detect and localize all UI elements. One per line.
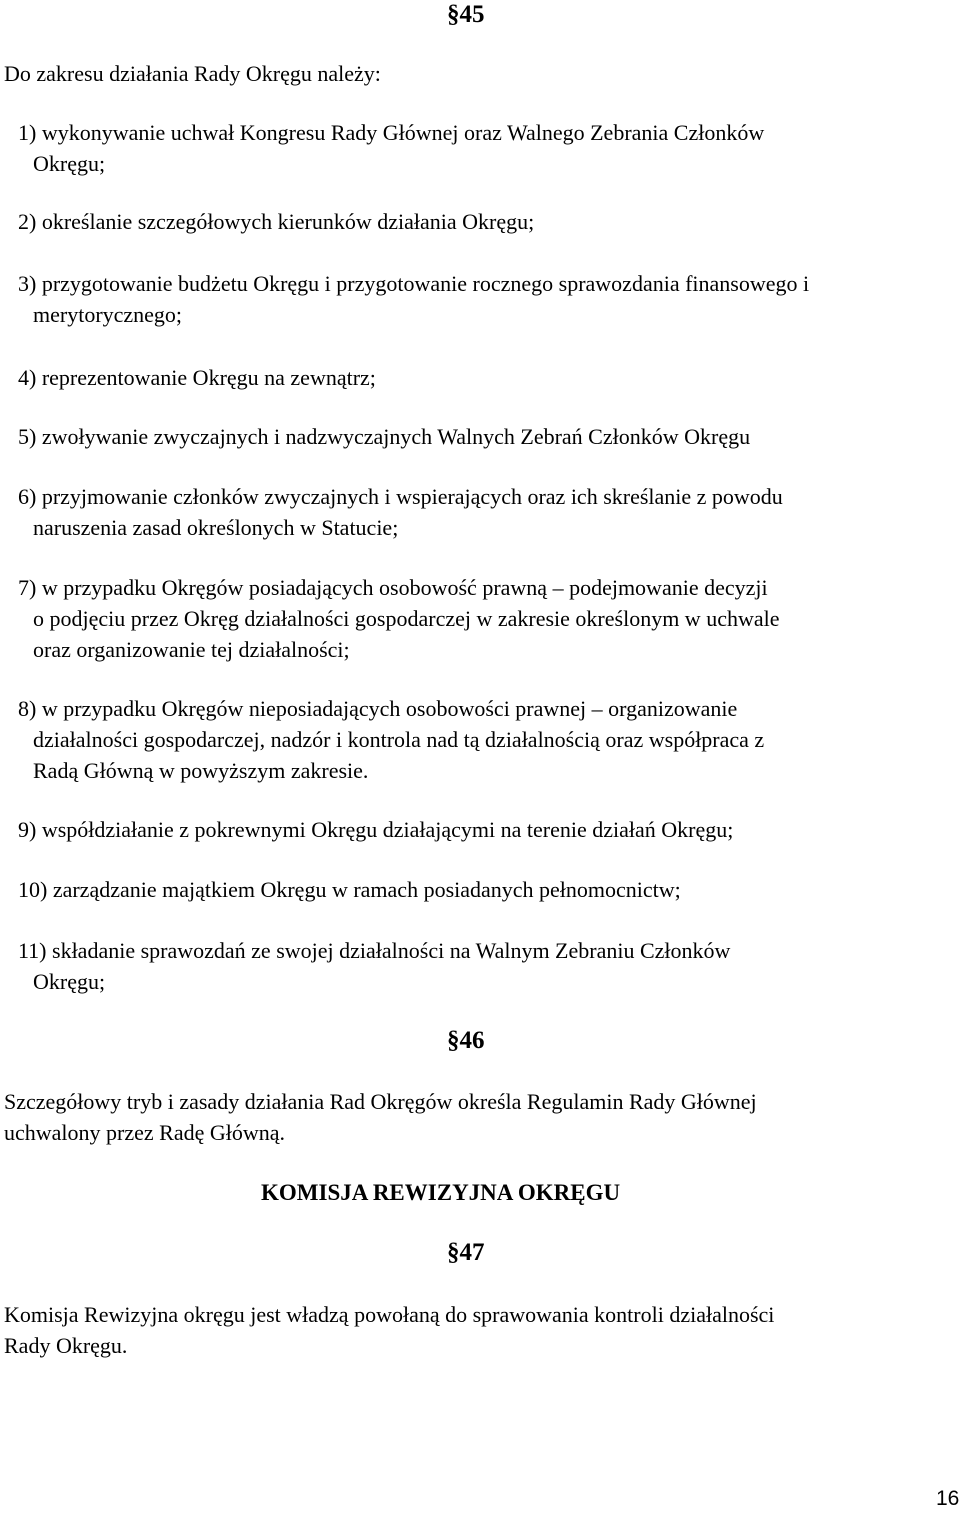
list-item bbox=[18, 268, 948, 330]
section-46-text bbox=[4, 1086, 757, 1148]
list-item-line: Okręgu; bbox=[33, 151, 106, 176]
section-heading: KOMISJA REWIZYJNA OKRĘGU bbox=[261, 1180, 621, 1205]
section-46-line: Szczegółowy tryb i zasady działania Rad Okręgów określa Regulamin Rady Głównej bbox=[4, 1089, 757, 1114]
list-item-line: 6) przyjmowanie członków zwyczajnych i wspierających oraz ich skreślanie z powodu bbox=[18, 484, 783, 509]
list-item-line: 2) określanie szczegółowych kierunków działania Okręgu; bbox=[18, 209, 535, 234]
list-item-line: 7) w przypadku Okręgów posiadających osobowość prawną – podejmowanie decyzji bbox=[18, 575, 768, 600]
section-46-line: uchwalony przez Radę Główną. bbox=[4, 1120, 286, 1145]
section-45-intro: Do zakresu działania Rady Okręgu należy: bbox=[4, 61, 381, 86]
list-item-line: Okręgu; bbox=[33, 969, 106, 994]
list-item bbox=[18, 572, 948, 665]
list-item-line: Radą Główną w powyższym zakresie. bbox=[33, 758, 369, 783]
section-47-line: Rady Okręgu. bbox=[4, 1333, 128, 1358]
list-item bbox=[18, 117, 948, 179]
list-item bbox=[18, 362, 948, 393]
list-item-line: 3) przygotowanie budżetu Okręgu i przygotowanie rocznego sprawozdania finansowego i bbox=[18, 271, 810, 296]
list-item-line: oraz organizowanie tej działalności; bbox=[33, 637, 350, 662]
list-item-line: 9) współdziałanie z pokrewnymi Okręgu działającymi na terenie działań Okręgu; bbox=[18, 817, 734, 842]
list-item-line: naruszenia zasad określonych w Statucie; bbox=[33, 515, 399, 540]
list-item bbox=[18, 421, 948, 452]
list-item bbox=[18, 935, 948, 997]
section-45-title: §45 bbox=[447, 1, 485, 28]
list-item-line: merytorycznego; bbox=[33, 302, 183, 327]
section-47-text bbox=[4, 1299, 774, 1361]
list-item bbox=[18, 206, 948, 237]
list-item bbox=[18, 693, 948, 786]
list-item-line: 5) zwoływanie zwyczajnych i nadzwyczajnych Walnych Zebrań Członków Okręgu bbox=[18, 424, 751, 449]
section-47-title: §47 bbox=[447, 1239, 485, 1266]
section-47-line: Komisja Rewizyjna okręgu jest władzą powołaną do sprawowania kontroli działalności bbox=[4, 1302, 775, 1327]
list-item-line: 10) zarządzanie majątkiem Okręgu w ramach posiadanych pełnomocnictw; bbox=[18, 877, 681, 902]
list-item-line: o podjęciu przez Okręg działalności gospodarczej w zakresie określonym w uchwale bbox=[33, 606, 780, 631]
list-item bbox=[18, 874, 948, 905]
section-46-title: §46 bbox=[447, 1027, 485, 1054]
list-item bbox=[18, 481, 948, 543]
list-item-line: 8) w przypadku Okręgów nieposiadających osobowości prawnej – organizowanie bbox=[18, 696, 738, 721]
list-item-line: 4) reprezentowanie Okręgu na zewnątrz; bbox=[18, 365, 376, 390]
list-item-line: 11) składanie sprawozdań ze swojej działalności na Walnym Zebraniu Członków bbox=[18, 938, 731, 963]
list-item bbox=[18, 814, 948, 845]
page-number: 16 bbox=[936, 1487, 960, 1510]
list-item-line: 1) wykonywanie uchwał Kongresu Rady Głównej oraz Walnego Zebrania Członków bbox=[18, 120, 765, 145]
list-item-line: działalności gospodarczej, nadzór i kontrola nad tą działalnością oraz współpraca z bbox=[33, 727, 765, 752]
